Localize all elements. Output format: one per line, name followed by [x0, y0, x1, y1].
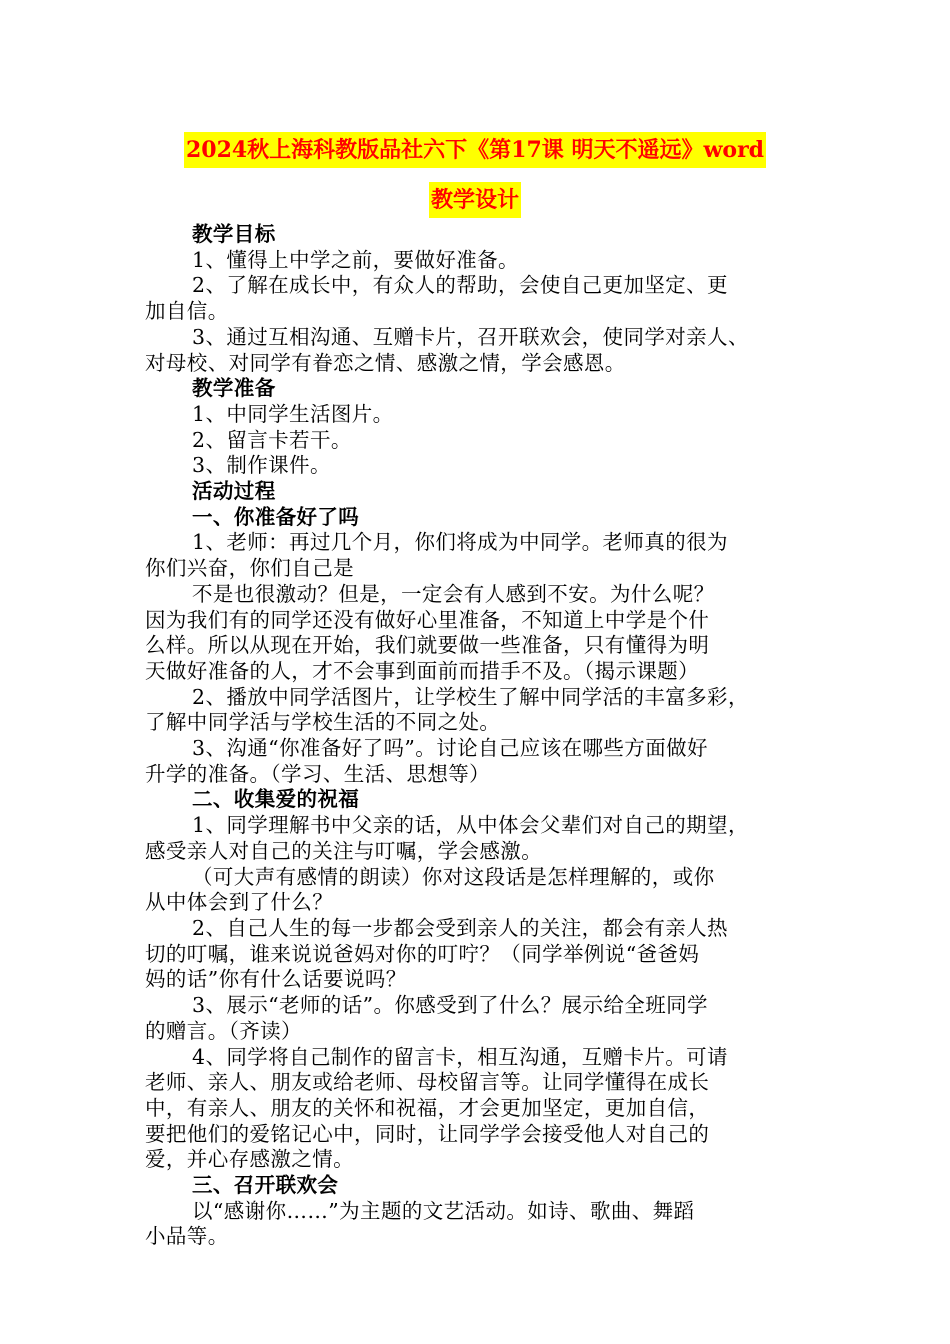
- section-heading: 三、召开联欢会: [192, 1173, 339, 1198]
- title-line-2: 教学设计: [429, 182, 521, 218]
- text-line: 因为我们有的同学还没有做好心里准备，不知道上中学是个什: [145, 607, 710, 632]
- text-line: 么样。所以从现在开始，我们就要做一些准备，只有懂得为明: [145, 633, 710, 658]
- text-line: 要把他们的爱铭记心中，同时，让同学学会接受他人对自己的: [145, 1121, 710, 1146]
- text-line: 切的叮嘱，谁来说说爸妈对你的叮咛？（同学举例说“爸爸妈: [145, 941, 700, 966]
- text-line: 对母校、对同学有眷恋之情、感激之情，学会感恩。: [145, 350, 626, 375]
- text-line: 3、制作课件。: [192, 453, 331, 478]
- document-body: [145, 222, 825, 1250]
- text-line: 不是也很激动？但是，一定会有人感到不安。为什么呢？: [192, 581, 715, 606]
- section-heading: 活动过程: [192, 479, 276, 504]
- text-line: 老师、亲人、朋友或给老师、母校留言等。让同学懂得在成长: [145, 1070, 710, 1095]
- text-line: 爱，并心存感激之情。: [145, 1147, 354, 1172]
- section-heading: 一、你准备好了吗: [192, 504, 360, 529]
- text-line: 感受亲人对自己的关注与叮嘱，学会感激。: [145, 838, 543, 863]
- text-line: 4、同学将自己制作的留言卡，相互沟通，互赠卡片。可请: [192, 1044, 728, 1069]
- text-line: 你们兴奋，你们自己是: [145, 556, 354, 581]
- section-heading: 教学目标: [192, 222, 276, 246]
- title-line-1: 2024秋上海科教版品社六下《第17课 明天不遥远》word: [184, 132, 766, 168]
- text-line: 3、通过互相沟通、互赠卡片，召开联欢会，使同学对亲人、: [192, 324, 749, 349]
- text-line: 1、同学理解书中父亲的话，从中体会父辈们对自己的期望，: [192, 813, 749, 838]
- text-line: 加自信。: [145, 299, 229, 324]
- text-line: 2、留言卡若干。: [192, 427, 352, 452]
- document-title: [120, 132, 830, 218]
- text-line: （可大声有感情的朗读）你对这段话是怎样理解的，或你: [192, 864, 715, 889]
- text-line: 2、了解在成长中，有众人的帮助，会使自己更加坚定、更: [192, 273, 728, 298]
- text-line: 小品等。: [145, 1224, 229, 1249]
- text-line: 了解中同学活与学校生活的不同之处。: [145, 710, 501, 735]
- section-heading: 二、收集爱的祝福: [192, 787, 360, 812]
- text-line: 的赠言。（齐读）: [145, 1018, 302, 1043]
- text-line: 3、沟通“你准备好了吗”。讨论自己应该在哪些方面做好: [192, 736, 708, 761]
- text-line: 1、懂得上中学之前，要做好准备。: [192, 247, 519, 272]
- text-line: 天做好准备的人，才不会事到面前而措手不及。（揭示课题）: [145, 658, 700, 683]
- text-line: 3、展示“老师的话”。你感受到了什么？展示给全班同学: [192, 993, 708, 1018]
- text-line: 中，有亲人、朋友的关怀和祝福，才会更加坚定，更加自信，: [145, 1095, 710, 1120]
- text-line: 从中体会到了什么？: [145, 890, 334, 915]
- text-line: 以“感谢你……”为主题的文艺活动。如诗、歌曲、舞蹈: [192, 1198, 695, 1223]
- text-line: 1、中同学生活图片。: [192, 401, 394, 426]
- text-line: 1、老师：再过几个月，你们将成为中同学。老师真的很为: [192, 530, 728, 555]
- text-line: 2、自己人生的每一步都会受到亲人的关注，都会有亲人热: [192, 915, 728, 940]
- section-heading: 教学准备: [192, 376, 276, 401]
- text-line: 升学的准备。（学习、生活、思想等）: [145, 761, 491, 786]
- text-line: 妈的话”你有什么话要说吗？: [145, 967, 407, 992]
- text-line: 2、播放中同学活图片，让学校生了解中同学活的丰富多彩，: [192, 684, 749, 709]
